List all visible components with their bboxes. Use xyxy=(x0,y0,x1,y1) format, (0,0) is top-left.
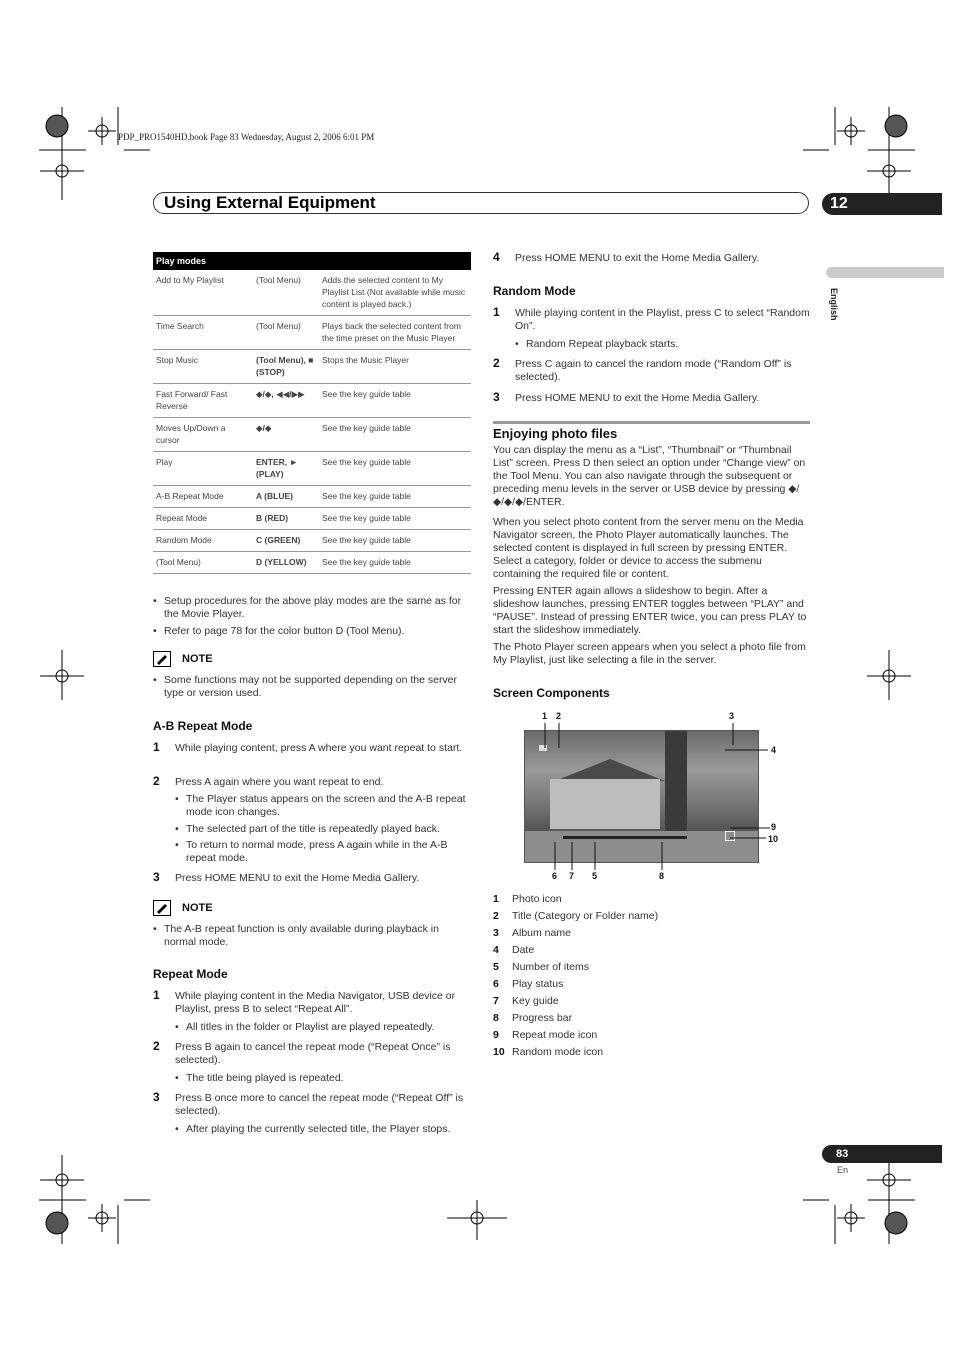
screen-components-heading: Screen Components xyxy=(493,686,610,700)
list-item-number: 6 xyxy=(493,978,499,990)
book-info: PDP_PRO1540HD.book Page 83 Wednesday, August 2, 2006 6:01 PM xyxy=(118,132,375,142)
page-number: 83 xyxy=(836,1148,849,1160)
callout-label: 4 xyxy=(771,745,777,755)
pencil-note-icon xyxy=(153,900,171,916)
paragraph: Pressing ENTER again allows a slideshow to begin. After a slideshow launches, pressing ENTER toggles between “PLAY” and “PAUSE”. Instead of pressing ENTER twice, you can press PLAY to start the slideshow immediately. xyxy=(493,585,807,636)
step-text: While playing content in the Playlist, press C to select “Random On”. xyxy=(515,307,810,332)
pencil-note-icon xyxy=(153,651,171,667)
note-label: NOTE xyxy=(182,653,213,665)
bullet-text: Refer to page 78 for the color button D (Tool Menu). xyxy=(164,625,405,637)
list-item-text: Number of items xyxy=(512,961,590,973)
table-cell-function: Random Mode xyxy=(153,530,253,552)
table-cell-desc: See the key guide table xyxy=(319,418,471,452)
note-text: Some functions may not be supported depending on the server type or version used. xyxy=(164,674,458,699)
page-number-badge xyxy=(822,1145,942,1163)
repeat-mode-heading: Repeat Mode xyxy=(153,967,228,981)
chapter-number: 12 xyxy=(830,195,848,212)
table-cell-desc: See the key guide table xyxy=(319,452,471,486)
step-text: Press HOME MENU to exit the Home Media Gallery. xyxy=(175,872,420,884)
table-cell-desc: See the key guide table xyxy=(319,552,471,574)
page-title: Using External Equipment xyxy=(164,193,376,212)
table-cell-desc: See the key guide table xyxy=(319,508,471,530)
step-text: Press A again where you want repeat to end. xyxy=(175,776,384,788)
table-cell-desc: See the key guide table xyxy=(319,530,471,552)
table-cell-function: Stop Music xyxy=(153,350,253,384)
photo-section-heading: Enjoying photo files xyxy=(493,426,618,441)
ab-repeat-heading: A-B Repeat Mode xyxy=(153,719,253,733)
list-item-text: Key guide xyxy=(512,995,559,1007)
note-text: The A-B repeat function is only available during playback in normal mode. xyxy=(164,923,439,948)
table-row xyxy=(153,452,471,486)
table-row xyxy=(153,270,471,316)
list-item-text: Photo icon xyxy=(512,893,562,905)
step-text: Press B again to cancel the repeat mode (“Repeat Once” is selected). xyxy=(175,1041,451,1066)
bullet-text: The selected part of the title is repeatedly played back. xyxy=(186,823,440,835)
step-text: While playing content in the Media Navigator, USB device or Playlist, press B to select “Repeat All”. xyxy=(175,990,456,1015)
step-text: Press HOME MENU to exit the Home Media Gallery. xyxy=(515,252,760,264)
bullet-text: The Player status appears on the screen and the A-B repeat mode icon changes. xyxy=(186,793,466,818)
language-tab xyxy=(826,267,944,278)
callout-label: 1 xyxy=(542,711,548,721)
callout-label: 6 xyxy=(552,871,558,881)
table-cell-function: A-B Repeat Mode xyxy=(153,486,253,508)
table-cell-function: Fast Forward/ Fast Reverse xyxy=(153,384,253,418)
table-cell-key: (Tool Menu) xyxy=(253,316,319,350)
list-item-number: 1 xyxy=(493,893,499,905)
table-cell-key: C (GREEN) xyxy=(253,530,319,552)
table-cell-function: (Tool Menu) xyxy=(153,552,253,574)
bullet-text: Random Repeat playback starts. xyxy=(526,338,679,350)
table-cell-function: Moves Up/Down a cursor xyxy=(153,418,253,452)
callout-label: 2 xyxy=(556,711,562,721)
list-item-text: Repeat mode icon xyxy=(512,1029,598,1041)
table-cell-desc: Adds the selected content to My Playlist List (Not available while music content is played back.) xyxy=(319,270,471,316)
table-cell-key: D (YELLOW) xyxy=(253,552,319,574)
table-cell-function: Play xyxy=(153,452,253,486)
table-cell-desc: See the key guide table xyxy=(319,486,471,508)
table-cell-key: ◆/◆ xyxy=(253,418,319,452)
table-row xyxy=(153,418,471,452)
step-text: Press HOME MENU to exit the Home Media Gallery. xyxy=(515,392,760,404)
table-row xyxy=(153,530,471,552)
step-text: While playing content, press A where you want repeat to start. xyxy=(175,742,463,754)
note-label: NOTE xyxy=(182,902,213,914)
table-header: Play modes xyxy=(153,252,471,270)
paragraph: You can display the menu as a “List”, “Thumbnail” or “Thumbnail List” screen. Press D then select an option under “Change view” on the Tool Menu. You can also navigate through the subsequent or preceding menu levels in the server or USB device by pressing ◆/◆/◆/◆/ENTER. xyxy=(493,444,806,508)
table-row xyxy=(153,508,471,530)
table-cell-key: A (BLUE) xyxy=(253,486,319,508)
paragraph: The Photo Player screen appears when you select a photo file from My Playlist, just like selecting a file in the server. xyxy=(493,641,806,666)
random-mode-heading: Random Mode xyxy=(493,284,576,298)
bullet-text: Setup procedures for the above play modes are the same as for the Movie Player. xyxy=(164,595,462,620)
list-item-text: Title (Category or Folder name) xyxy=(512,910,659,922)
table-cell-function: Add to My Playlist xyxy=(153,270,253,316)
list-item-text: Date xyxy=(512,944,535,956)
list-item-number: 4 xyxy=(493,944,499,956)
language-label: English xyxy=(829,288,839,321)
table-cell-key: ENTER, ► (PLAY) xyxy=(253,452,319,486)
callout-label: 3 xyxy=(729,711,735,721)
bullet-text: The title being played is repeated. xyxy=(186,1072,344,1084)
table-row xyxy=(153,316,471,350)
list-item-number: 9 xyxy=(493,1029,499,1041)
list-item-number: 7 xyxy=(493,995,499,1007)
list-item-text: Random mode icon xyxy=(512,1046,604,1058)
list-item-number: 5 xyxy=(493,961,499,973)
table-cell-function: Repeat Mode xyxy=(153,508,253,530)
play-modes-table xyxy=(153,252,471,574)
table-cell-desc: See the key guide table xyxy=(319,384,471,418)
callout-label: 7 xyxy=(569,871,575,881)
callout-label: 8 xyxy=(659,871,665,881)
table-row xyxy=(153,552,471,574)
chapter-badge xyxy=(822,193,942,215)
table-row xyxy=(153,384,471,418)
page-header xyxy=(153,192,809,214)
callout-label: 5 xyxy=(592,871,598,881)
table-cell-key: (Tool Menu), ■ (STOP) xyxy=(253,350,319,384)
list-item-number: 10 xyxy=(493,1046,505,1058)
list-item-number: 2 xyxy=(493,910,499,922)
list-item-number: 3 xyxy=(493,927,499,939)
paragraph: When you select photo content from the server menu on the Media Navigator screen, the Photo Player automatically launches. The selected content is displayed in full screen by pressing ENTER. Select a category, folder or device to access the submenu containing the required file or content. xyxy=(493,516,804,580)
callout-lines xyxy=(520,715,780,875)
bullet-text: To return to normal mode, press A again while in the A-B repeat mode. xyxy=(186,839,448,864)
note-box xyxy=(153,651,471,671)
table-cell-key: ◆/◆, ◀◀/▶▶ xyxy=(253,384,319,418)
callout-label: 9 xyxy=(771,822,777,832)
section-divider xyxy=(493,421,810,424)
callout-label: 10 xyxy=(768,834,779,844)
list-item-number: 8 xyxy=(493,1012,499,1024)
table-row xyxy=(153,350,471,384)
list-item-text: Album name xyxy=(512,927,571,939)
table-cell-function: Time Search xyxy=(153,316,253,350)
step-text: Press C again to cancel the random mode (“Random Off” is selected). xyxy=(515,358,792,383)
step-text: Press B once more to cancel the repeat mode (“Repeat Off” is selected). xyxy=(175,1092,464,1117)
table-cell-key: B (RED) xyxy=(253,508,319,530)
list-item-text: Play status xyxy=(512,978,564,990)
list-item-text: Progress bar xyxy=(512,1012,573,1024)
note-box xyxy=(153,900,471,920)
bullet-text: All titles in the folder or Playlist are played repeatedly. xyxy=(186,1021,435,1033)
table-cell-desc: Plays back the selected content from the time preset on the Music Player xyxy=(319,316,471,350)
table-cell-desc: Stops the Music Player xyxy=(319,350,471,384)
table-cell-key: (Tool Menu) xyxy=(253,270,319,316)
page-lang-code: En xyxy=(837,1165,849,1175)
table-row xyxy=(153,486,471,508)
bullet-text: After playing the currently selected title, the Player stops. xyxy=(186,1123,451,1135)
